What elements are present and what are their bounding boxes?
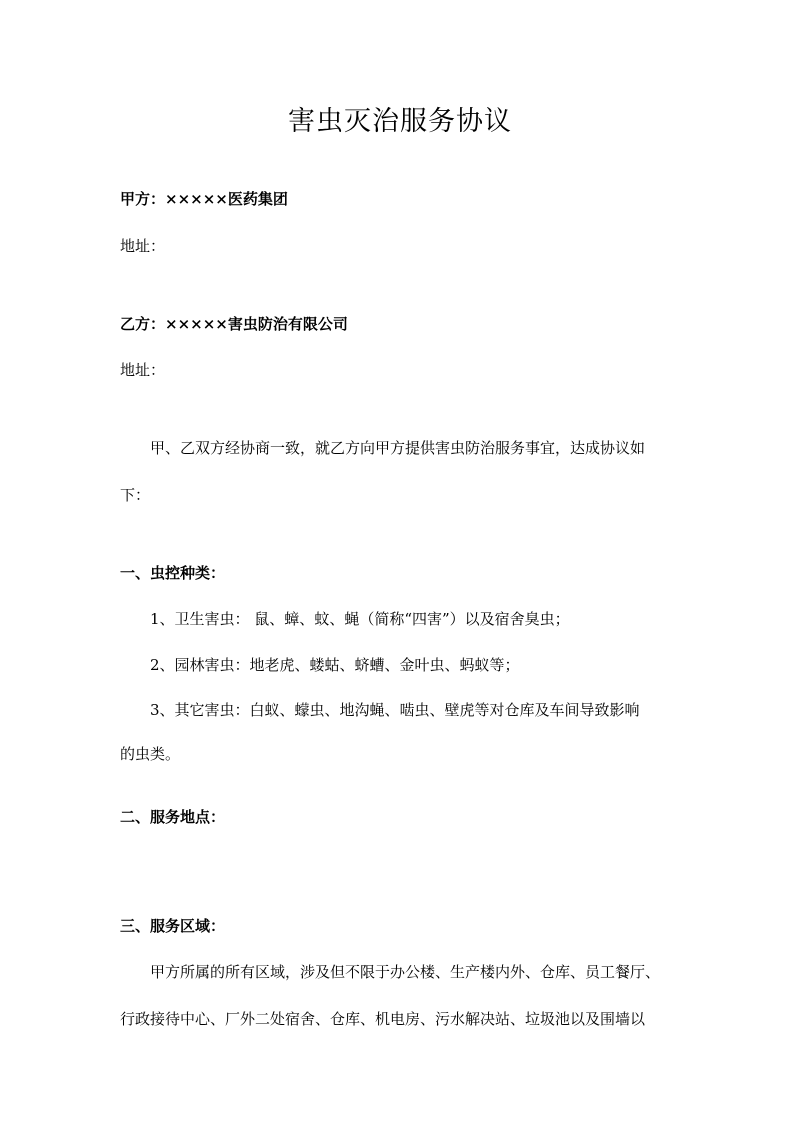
section1-item-1: 1、卫生害虫： 鼠、蟑、蚊、蝇（简称“四害”）以及宿舍臭虫； (150, 610, 570, 628)
section2-heading: 二、服务地点： (120, 808, 226, 826)
section1-item-2: 2、园林害虫：地老虎、蝼蛄、蛴螬、金叶虫、蚂蚁等； (150, 656, 520, 674)
section3-heading: 三、服务区域： (120, 917, 226, 935)
section3-paragraph-line-2: 行政接待中心、厂外二处宿舍、仓库、机电房、污水解决站、垃圾池以及围墙以 (120, 1010, 646, 1028)
section3-paragraph-line-1: 甲方所属的所有区域，涉及但不限于办公楼、生产楼内外、仓库、员工餐厅、 (150, 963, 661, 981)
section1-heading: 一、虫控种类： (120, 564, 226, 582)
preamble-line-2: 下： (120, 486, 151, 504)
section1-item-3-line-2: 的虫类。 (120, 745, 181, 763)
party-a-line: 甲方：×××××医药集团 (120, 190, 288, 208)
document-title: 害虫灭治服务协议 (288, 106, 512, 137)
preamble-line-1: 甲、乙双方经协商一致，就乙方向甲方提供害虫防治服务事宜，达成协议如 (150, 439, 646, 457)
section1-item-3-line-1: 3、其它害虫：白蚁、蠓虫、地沟蝇、啮虫、壁虎等对仓库及车间导致影响 (150, 701, 640, 719)
party-b-line: 乙方：×××××害虫防治有限公司 (120, 315, 348, 333)
party-b-address-label: 地址： (120, 361, 166, 379)
party-a-address-label: 地址： (120, 237, 166, 255)
